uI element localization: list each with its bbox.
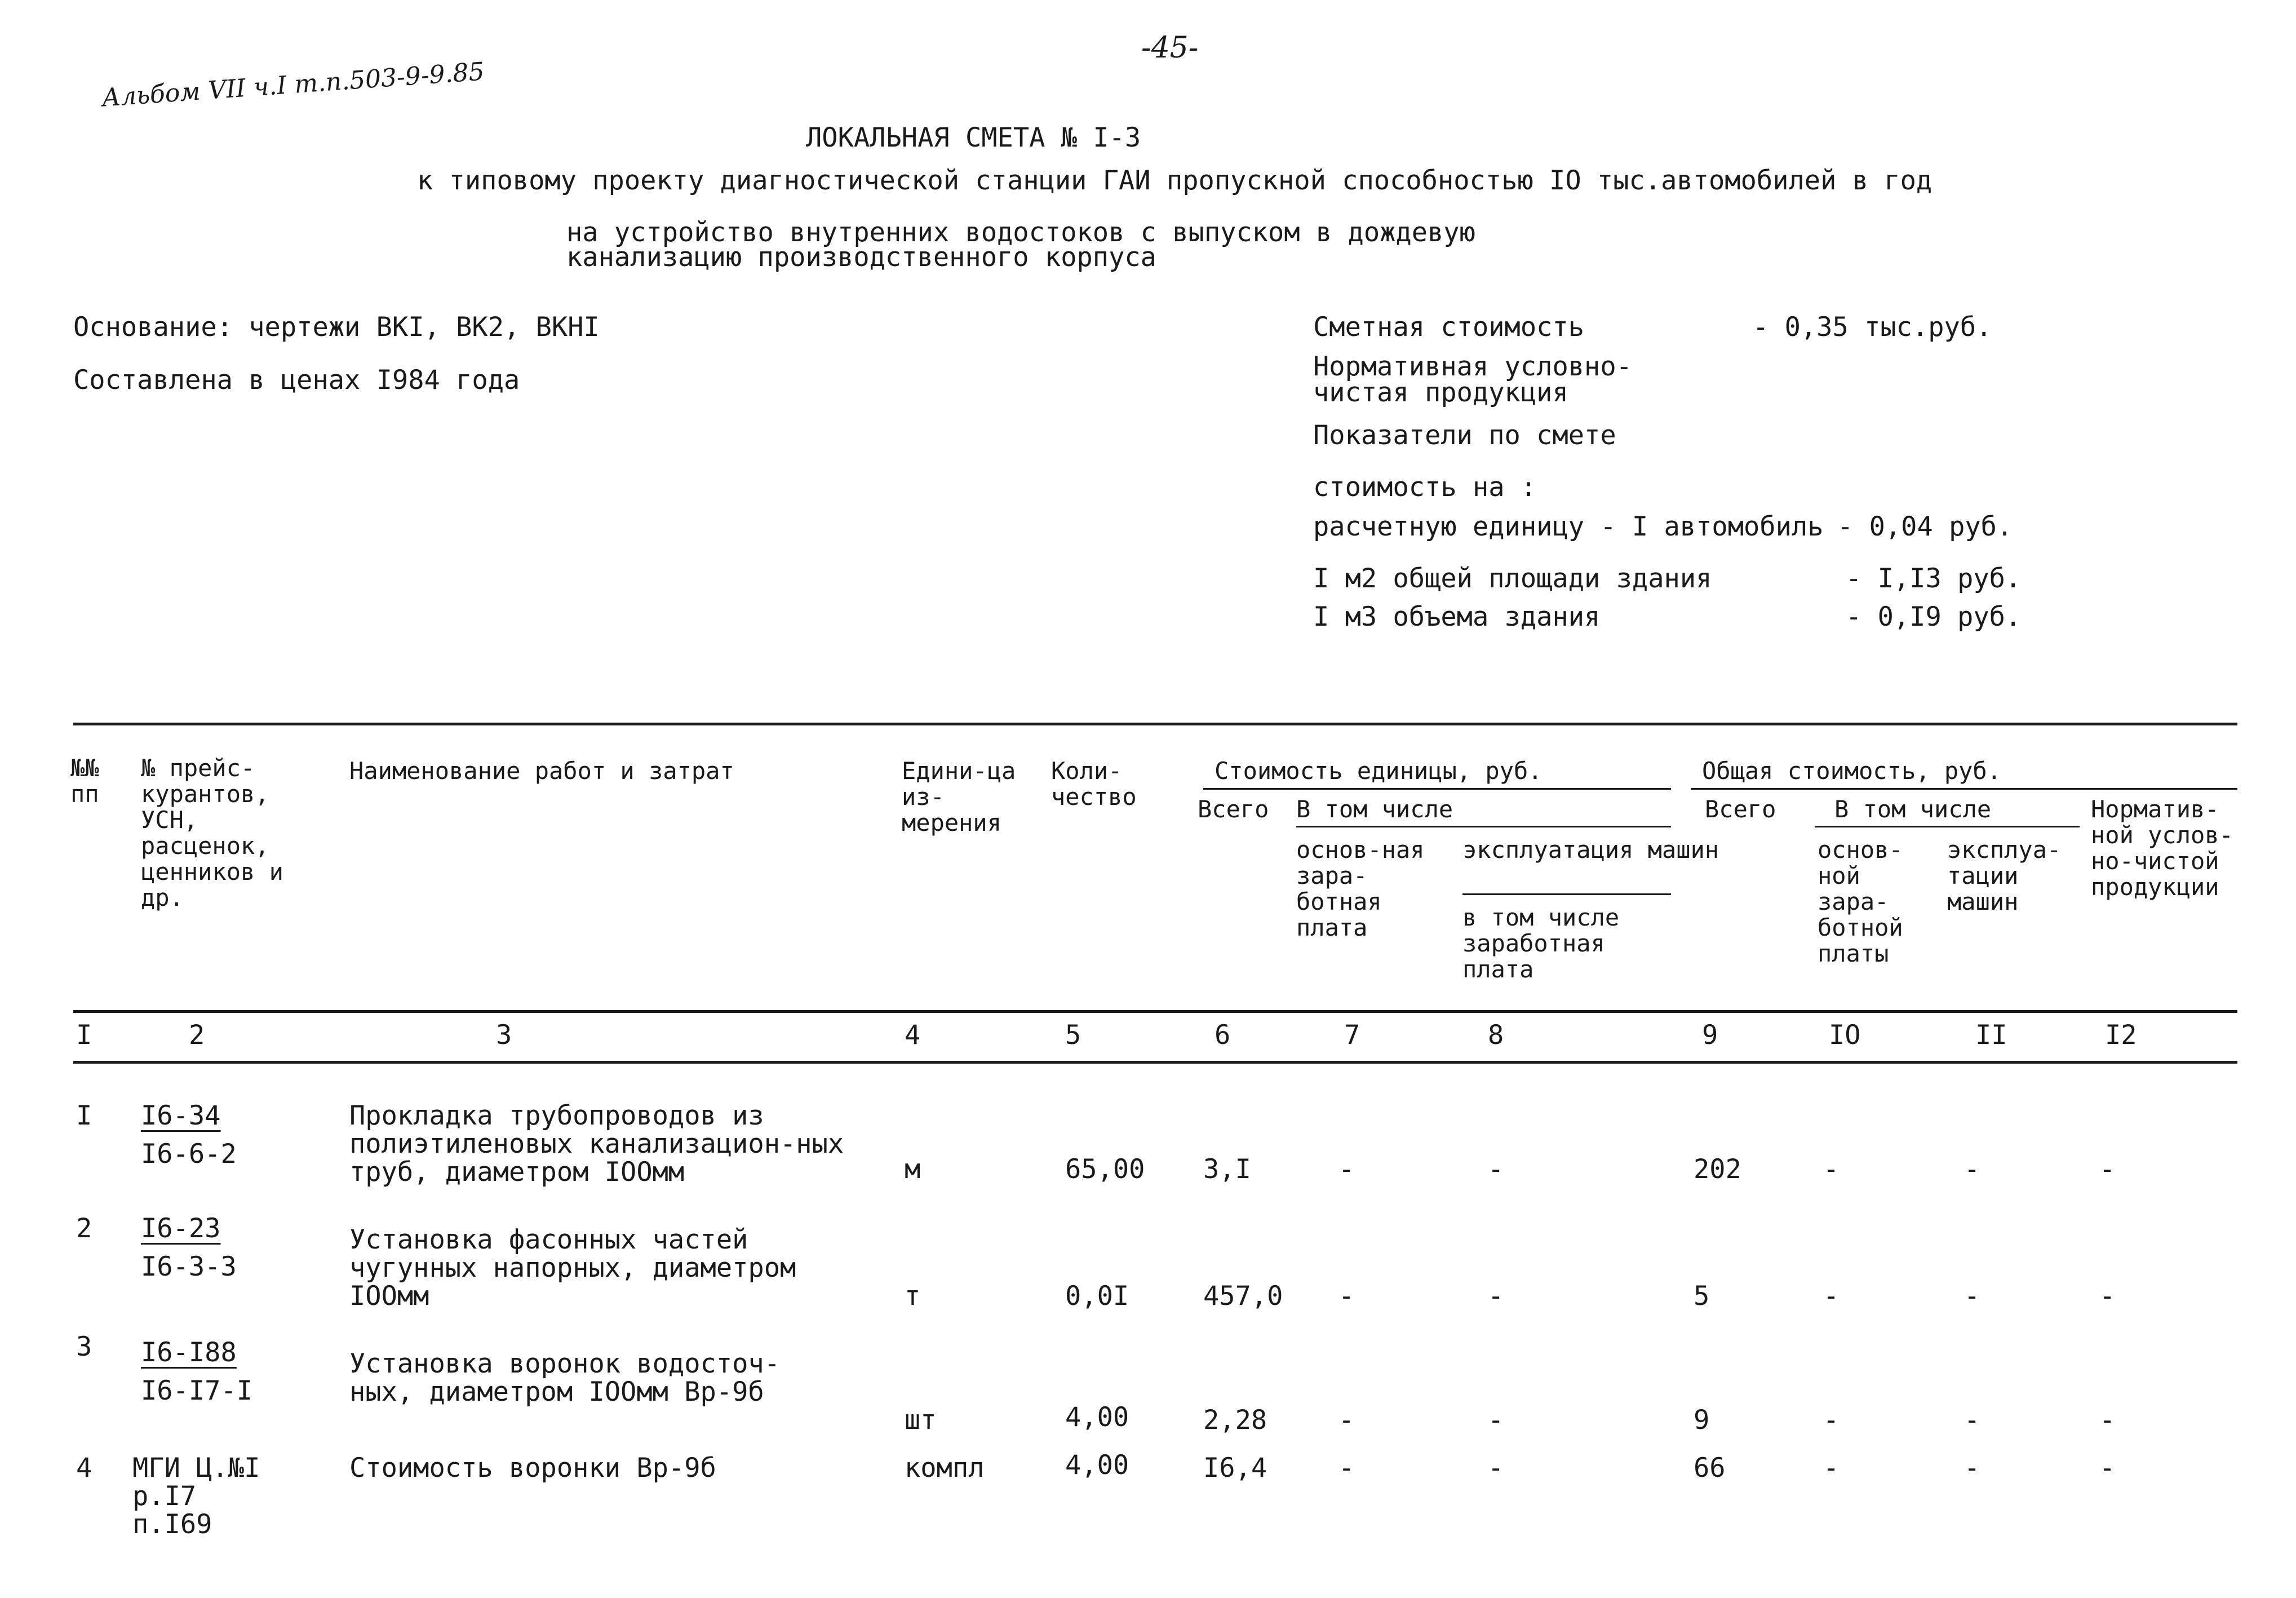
colnum-4: 4 — [905, 1020, 921, 1051]
row-code-top: I6-I88 — [141, 1337, 237, 1368]
row-unit: т — [905, 1281, 921, 1312]
purpose-line-2: канализацию производственного корпуса — [566, 242, 1156, 273]
header-unit-total: Всего — [1198, 795, 1269, 823]
row-unit-total: 2,28 — [1203, 1405, 1267, 1436]
row-num: 4 — [76, 1453, 92, 1484]
colnum-top-rule — [73, 1010, 2237, 1013]
row-c7: - — [1338, 1405, 1355, 1436]
per-m3-value: - 0,I9 руб. — [1846, 601, 2022, 632]
header-unit-incl: В том числе — [1296, 795, 1453, 823]
header-code: № прейс-курантов, УСН, расценок, ценников и др. — [141, 754, 283, 911]
row-qty: 65,00 — [1065, 1154, 1145, 1185]
colnum-1: I — [76, 1020, 92, 1051]
colnum-bottom-rule — [73, 1061, 2237, 1064]
colnum-2: 2 — [189, 1020, 205, 1051]
rule-unit-cost-group — [1203, 788, 1671, 790]
row-unit-total: 457,0 — [1203, 1281, 1283, 1312]
row-code-bottom: р.I7 п.I69 — [132, 1481, 212, 1540]
row-num: I — [76, 1100, 92, 1131]
row-unit: м — [905, 1154, 921, 1185]
header-num: №№ пп — [70, 754, 99, 808]
basis-prices-year: Составлена в ценах I984 года — [73, 365, 520, 396]
row-c12: - — [2099, 1405, 2116, 1436]
per-m2-label: I м2 общей площади здания — [1313, 563, 1712, 594]
colnum-10: IO — [1829, 1020, 1861, 1051]
row-unit: шт — [905, 1405, 937, 1436]
row-code-bottom: I6-6-2 — [141, 1139, 237, 1170]
row-name: Установка фасонных частей чугунных напорных, диаметром IOOмм — [349, 1224, 796, 1312]
header-normative: Норматив-ной услов-но-чистой продукции — [2091, 795, 2233, 901]
row-c12: - — [2099, 1453, 2116, 1484]
purpose-line-1: на устройство внутренних водостоков с выпуском в дождевую — [566, 217, 1475, 248]
header-machines: эксплуатация машин — [1462, 836, 1719, 864]
row-c8: - — [1488, 1453, 1504, 1484]
row-c8: - — [1488, 1154, 1504, 1185]
per-m2-value: - I,I3 руб. — [1846, 563, 2022, 594]
normative-line-1: Нормативная условно- — [1313, 351, 1632, 382]
row-c10: - — [1823, 1453, 1840, 1484]
indicators-label: Показатели по смете — [1313, 420, 1616, 451]
table-top-rule — [73, 723, 2237, 725]
cost-label: Сметная стоимость — [1313, 312, 1585, 343]
row-c10: - — [1823, 1154, 1840, 1185]
row-c12: - — [2099, 1154, 2116, 1185]
colnum-8: 8 — [1488, 1020, 1504, 1051]
row-code-bottom: I6-3-3 — [141, 1251, 237, 1282]
row-total: 9 — [1694, 1405, 1710, 1436]
header-total-incl: В том числе — [1834, 795, 1992, 823]
row-c11: - — [1964, 1281, 1980, 1312]
row-code-bottom: I6-I7-I — [141, 1375, 253, 1406]
header-total-cost-group: Общая стоимость, руб. — [1702, 757, 2002, 785]
header-unit-cost-group: Стоимость единицы, руб. — [1215, 757, 1543, 785]
colnum-9: 9 — [1702, 1020, 1718, 1051]
colnum-7: 7 — [1344, 1020, 1360, 1051]
rule-machines — [1462, 893, 1671, 895]
row-c10: - — [1823, 1281, 1840, 1312]
row-c7: - — [1338, 1453, 1355, 1484]
basis-foundation: Основание: чертежи ВКI, ВК2, ВКНI — [73, 312, 600, 343]
album-note: Альбом VII ч.I т.п.503-9-9.85 — [101, 57, 486, 113]
row-code-top: I6-34 — [141, 1100, 221, 1131]
rule-total-cost-group — [1691, 788, 2237, 790]
per-unit-label: расчетную единицу - I автомобиль — [1313, 511, 1824, 542]
row-total: 5 — [1694, 1281, 1710, 1312]
page-title: ЛОКАЛЬНАЯ СМЕТА № I-3 — [806, 122, 1141, 153]
header-base-salary-2: основ-ной зара-ботной платы — [1818, 836, 1903, 967]
colnum-6: 6 — [1215, 1020, 1231, 1051]
colnum-12: I2 — [2105, 1020, 2137, 1051]
rule-total-incl — [1815, 826, 2080, 827]
header-base-salary: основ-ная зара-ботная плата — [1296, 836, 1425, 941]
row-unit-total: I6,4 — [1203, 1453, 1267, 1484]
row-c7: - — [1338, 1154, 1355, 1185]
page-number: -45- — [1141, 31, 1199, 65]
cost-per-label: стоимость на : — [1313, 472, 1537, 503]
row-c8: - — [1488, 1405, 1504, 1436]
rule-unit-incl — [1296, 826, 1671, 827]
header-machines-salary: в том числе заработная плата — [1462, 904, 1620, 983]
header-total: Всего — [1705, 795, 1776, 823]
row-code-top: I6-23 — [141, 1213, 221, 1244]
row-total: 202 — [1694, 1154, 1741, 1185]
row-code-top: МГИ Ц.№I — [132, 1453, 260, 1484]
row-c10: - — [1823, 1405, 1840, 1436]
row-c11: - — [1964, 1453, 1980, 1484]
row-name: Установка воронок водосточ-ных, диаметром IOOмм Вр-9б — [349, 1348, 781, 1407]
per-unit-value: - 0,04 руб. — [1837, 511, 2013, 542]
row-c11: - — [1964, 1154, 1980, 1185]
row-qty: 4,00 — [1065, 1402, 1129, 1433]
colnum-5: 5 — [1065, 1020, 1081, 1051]
header-name: Наименование работ и затрат — [349, 757, 734, 785]
colnum-11: II — [1975, 1020, 2007, 1051]
row-c8: - — [1488, 1281, 1504, 1312]
row-num: 2 — [76, 1213, 92, 1244]
row-name: Стоимость воронки Вр-9б — [349, 1453, 716, 1484]
row-c11: - — [1964, 1405, 1980, 1436]
row-total: 66 — [1694, 1453, 1726, 1484]
row-c7: - — [1338, 1281, 1355, 1312]
row-num: 3 — [76, 1331, 92, 1362]
page-subtitle: к типовому проекту диагностической станции ГАИ пропускной способностью IO тыс.автомобилей в год — [417, 165, 1932, 196]
header-qty: Коли-чество — [1051, 757, 1137, 811]
normative-line-2: чистая продукция — [1313, 377, 1568, 408]
per-m3-label: I м3 объема здания — [1313, 601, 1601, 632]
row-qty: 0,0I — [1065, 1281, 1129, 1312]
header-machines-2: эксплуа-тации машин — [1947, 836, 2062, 915]
row-c12: - — [2099, 1281, 2116, 1312]
row-unit-total: 3,I — [1203, 1154, 1251, 1185]
header-unit: Едини-ца из-мерения — [902, 757, 1016, 836]
row-name: Прокладка трубопроводов из полиэтиленовых канализацион-ных труб, диаметром IOOмм — [349, 1100, 844, 1188]
row-unit: компл — [905, 1453, 985, 1484]
colnum-3: 3 — [496, 1020, 512, 1051]
row-qty: 4,00 — [1065, 1450, 1129, 1481]
cost-value: - 0,35 тыс.руб. — [1753, 312, 1992, 343]
